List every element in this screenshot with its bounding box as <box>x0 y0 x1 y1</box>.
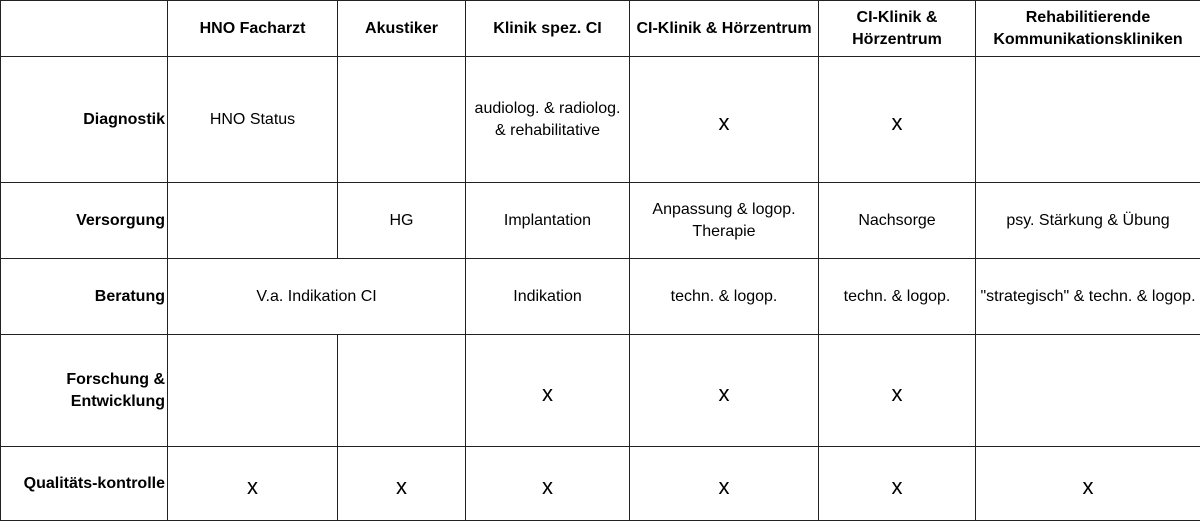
cell-qualitaet-klinik: x <box>466 447 630 521</box>
cell-forschung-ci-klinik: x <box>630 335 819 447</box>
row-versorgung <box>1 183 1200 259</box>
cell-beratung-ci-klinik-2: techn. & logop. <box>819 259 976 335</box>
row-label-diagnostik: Diagnostik <box>1 57 168 183</box>
row-forschung <box>1 335 1200 447</box>
cell-qualitaet-reha: x <box>976 447 1200 521</box>
cell-versorgung-klinik: Implantation <box>466 183 630 259</box>
cell-forschung-reha <box>976 335 1200 447</box>
header-hno-facharzt: HNO Facharzt <box>168 1 338 57</box>
cell-qualitaet-hno: x <box>168 447 338 521</box>
cell-qualitaet-ci-klinik-2: x <box>819 447 976 521</box>
cell-beratung-klinik: Indikation <box>466 259 630 335</box>
cell-versorgung-ci-klinik: Anpassung & logop. Therapie <box>630 183 819 259</box>
cell-diagnostik-ci-klinik: x <box>630 57 819 183</box>
cell-beratung-ci-klinik: techn. & logop. <box>630 259 819 335</box>
cell-diagnostik-reha <box>976 57 1200 183</box>
header-reha-kliniken: Rehabilitierende Kommunikationskliniken <box>976 1 1200 57</box>
row-label-beratung: Beratung <box>1 259 168 335</box>
cell-forschung-klinik: x <box>466 335 630 447</box>
header-klinik-spez-ci: Klinik spez. CI <box>466 1 630 57</box>
cell-diagnostik-klinik: audiolog. & radiolog. & rehabilitative <box>466 57 630 183</box>
row-beratung <box>1 259 1200 335</box>
row-label-qualitaet: Qualitäts-kontrolle <box>1 447 168 521</box>
cell-versorgung-akustiker: HG <box>338 183 466 259</box>
cell-qualitaet-ci-klinik: x <box>630 447 819 521</box>
cell-diagnostik-ci-klinik-2: x <box>819 57 976 183</box>
row-qualitaet <box>1 447 1200 521</box>
header-row <box>1 1 1200 57</box>
cell-diagnostik-akustiker <box>338 57 466 183</box>
header-akustiker: Akustiker <box>338 1 466 57</box>
cell-diagnostik-hno: HNO Status <box>168 57 338 183</box>
cell-versorgung-hno <box>168 183 338 259</box>
cell-beratung-reha: "strategisch" & techn. & logop. <box>976 259 1200 335</box>
cell-versorgung-ci-klinik-2: Nachsorge <box>819 183 976 259</box>
row-label-versorgung: Versorgung <box>1 183 168 259</box>
cell-qualitaet-akustiker: x <box>338 447 466 521</box>
header-ci-klinik-2: CI-Klinik & Hörzentrum <box>819 1 976 57</box>
cell-versorgung-reha: psy. Stärkung & Übung <box>976 183 1200 259</box>
cell-beratung-hno-akustiker: V.a. Indikation CI <box>168 259 466 335</box>
cell-forschung-hno <box>168 335 338 447</box>
header-ci-klinik: CI-Klinik & Hörzentrum <box>630 1 819 57</box>
row-label-forschung: Forschung & Entwicklung <box>1 335 168 447</box>
row-diagnostik <box>1 57 1200 183</box>
cell-forschung-ci-klinik-2: x <box>819 335 976 447</box>
cell-forschung-akustiker <box>338 335 466 447</box>
corner-cell <box>1 1 168 57</box>
